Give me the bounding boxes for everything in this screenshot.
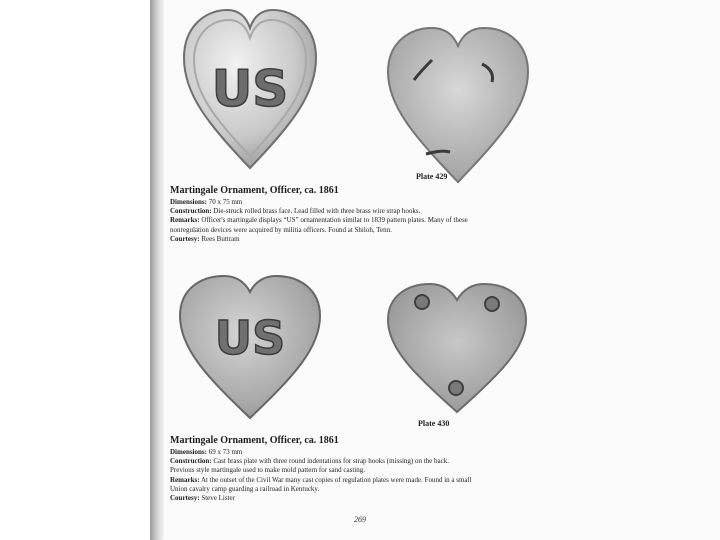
plate-430-remarks: Remarks: At the outset of the Civil War many cast copies of regulation plates were made. Found in a small	[170, 475, 472, 484]
plate-430-construction-cont: Previous style martingale used to make mold pattern for sand casting.	[170, 466, 365, 475]
plate-430-remarks-cont: Union cavalry camp guarding a railroad in Kentucky.	[170, 484, 320, 493]
plate-429-remarks: Remarks: Officer's martingale displays “US” ornamentation similar to 1839 pattern plates. Many of these	[170, 216, 468, 225]
plate-430-front-photo	[176, 274, 324, 424]
plate-429-back-photo	[384, 26, 532, 188]
plate-430-label: Plate 430	[418, 419, 450, 428]
plate-429-dimensions: Dimensions: 70 x 75 mm	[170, 198, 243, 206]
plate-429-courtesy: Courtesy: Rees Buttram	[170, 234, 240, 243]
plate-429-construction: Construction: Die-struck rolled brass face. Lead filled with three brass wire strap hooks.	[170, 207, 421, 216]
plate-429-label: Plate 429	[416, 172, 448, 181]
plate-430-dimensions: Dimensions: 69 x 73 mm	[170, 448, 243, 456]
plate-429-front-text: US	[211, 60, 289, 118]
page-number: 269	[354, 515, 366, 524]
plate-430-caption	[170, 435, 542, 503]
plate-430-courtesy: Courtesy: Steve Lister	[170, 494, 235, 503]
plate-429-caption	[170, 185, 542, 244]
book-binding-shadow	[150, 0, 164, 540]
plate-429-title: Martingale Ornament, Officer, ca. 1861	[170, 185, 339, 196]
plate-430-back-photo	[384, 282, 530, 416]
plate-429-front-photo	[180, 6, 320, 176]
plate-430-front-text: US	[214, 311, 286, 365]
plate-430-construction: Construction: Cast brass plate with three round indentations for strap hooks (missing) on the back.	[170, 457, 449, 466]
plate-430-title: Martingale Ornament, Officer, ca. 1861	[170, 435, 339, 446]
plate-429-remarks-cont: nonregulation devices were acquired by militia officers. Found at Shiloh, Tenn.	[170, 225, 392, 234]
